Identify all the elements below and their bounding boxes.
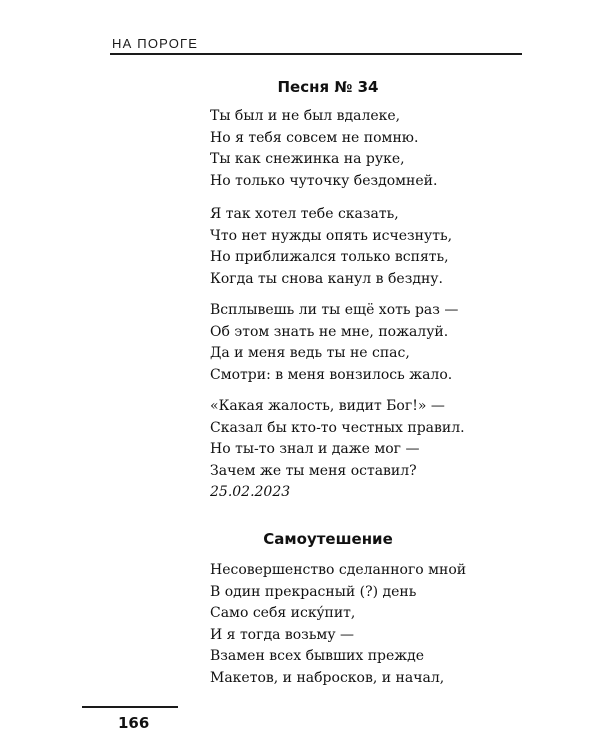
page-number: 166 [118,714,150,732]
verse-line: Что нет нужды опять исчезнуть, [210,227,453,244]
footer-rule [82,706,178,708]
verse-line: Но ты-то знал и даже мог — [210,441,420,457]
verse-line: Всплывешь ли ты ещё хоть раз — [210,302,459,318]
verse-line: Зачем же ты меня оставил? [210,462,417,479]
verse-line: Взамен всех бывших прежде [210,648,425,664]
stanza [210,300,458,386]
verse-line: Ты был и не был вдалеке, [210,108,401,124]
poem-date: 25.02.2023 [210,484,291,500]
verse-line: Когда ты снова канул в бездну. [210,270,443,287]
stanza [210,396,465,482]
verse-line: Ты как снежинка на руке, [210,151,405,167]
verse-line: В один прекрасный (?) день [210,583,417,600]
verse-line: Но приближался только вспять, [210,249,449,265]
verse-line: Об этом знать не мне, пожалуй. [210,323,449,340]
verse-line: Несовершенство сделанного мной [210,562,467,578]
verse-line: Да и меня ведь ты не спас, [210,345,410,361]
stanza [210,106,437,192]
verse-line: Но я тебя совсем не помню. [210,129,419,146]
verse-line: Сказал бы кто-то честных правил. [210,419,465,436]
stanza [210,560,466,689]
stanza [210,204,452,290]
verse-line: Я так хотел тебе сказать, [210,206,399,222]
verse-line: Само себя искýпит, [210,605,356,621]
poem-title: Песня № 34 [277,78,379,96]
verse-line: «Какая жалость, видит Бог!» — [210,398,445,414]
verse-line: Но только чуточку бездомней. [210,172,438,189]
poem-title: Самоутешение [263,530,393,548]
header-rule [110,53,522,55]
verse-line: Макетов, и набросков, и начал, [210,669,445,686]
running-head: НА ПОРОГЕ [112,36,199,51]
verse-line: Смотри: в меня вонзилось жало. [210,366,453,383]
verse-line: И я тогда возьму — [210,626,355,643]
